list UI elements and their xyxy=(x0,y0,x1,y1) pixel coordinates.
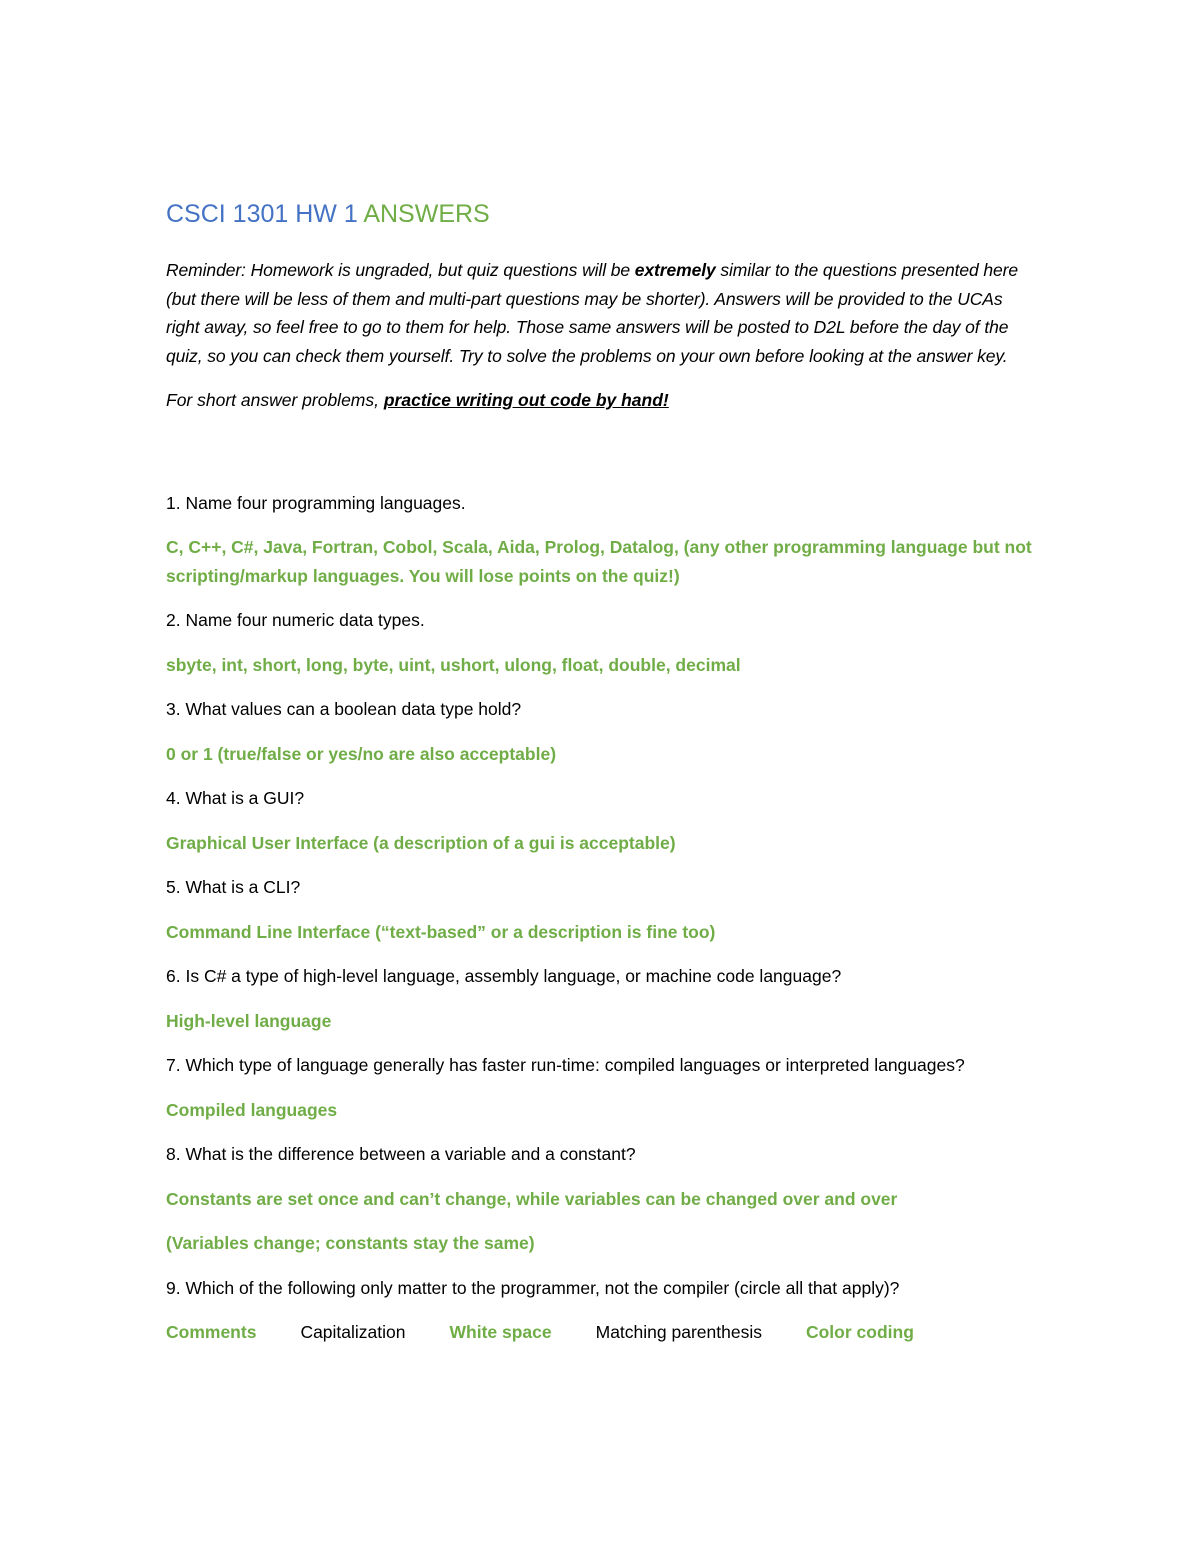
question-3 xyxy=(166,695,1036,724)
question-8 xyxy=(166,1140,1036,1169)
question-text: Which type of language generally has faster run-time: compiled languages or interpreted languages? xyxy=(180,1055,965,1075)
title-answers: ANSWERS xyxy=(363,200,490,228)
short-answer-note xyxy=(166,386,1036,415)
reminder-text-start: Reminder: Homework is ungraded, but quiz questions will be xyxy=(166,260,635,280)
question-text: What is the difference between a variable and a constant? xyxy=(180,1144,636,1164)
option-capitalization: Capitalization xyxy=(300,1322,406,1342)
title-course: CSCI 1301 HW 1 xyxy=(166,200,358,228)
answer-8-summary: (Variables change; constants stay the same) xyxy=(166,1233,535,1253)
option-color-coding: Color coding xyxy=(805,1322,914,1342)
answer-1: C, C++, C#, Java, Fortran, Cobol, Scala, Aida, Prolog, Datalog, (any other programming language but not scripting/markup languages. You will lose points on the quiz!) xyxy=(166,537,1032,586)
question-number: 4. xyxy=(166,788,181,808)
question-4 xyxy=(166,784,1036,813)
question-2 xyxy=(166,606,1036,635)
answer-2: sbyte, int, short, long, byte, uint, ushort, ulong, float, double, decimal xyxy=(166,654,741,675)
question-number: 2. xyxy=(166,610,181,630)
answer-7: Compiled languages xyxy=(166,1099,338,1120)
question-number: 1. xyxy=(166,492,181,513)
question-number: 5. xyxy=(166,877,181,897)
document-page xyxy=(166,196,1036,1347)
question-number: 3. xyxy=(166,699,181,719)
option-comments: Comments xyxy=(166,1322,257,1342)
reminder-paragraph xyxy=(166,256,1036,370)
short-answer-text: For short answer problems, xyxy=(166,390,384,410)
reminder-text-end: similar to the questions presented here (but there will be less of them and multi-part questions may be shorter). Answers will be provided to the UCAs right away, so feel free to go to them for help. Those same answers will be posted to D2L before the day of the quiz, so you can check them yourself. Try to solve the problems on your own before looking at the answer key. xyxy=(166,260,1019,366)
question-number: 9. xyxy=(166,1277,181,1298)
question-6 xyxy=(166,962,1036,991)
question-text: What is a CLI? xyxy=(180,877,301,897)
question-1 xyxy=(166,489,1036,518)
answer-3: 0 or 1 (true/false or yes/no are also acceptable) xyxy=(166,743,557,764)
question-text: Which of the following only matter to the programmer, not the compiler (circle all that apply)? xyxy=(180,1277,900,1298)
question-text: What values can a boolean data type hold? xyxy=(180,699,522,719)
short-answer-emphasis: practice writing out code by hand! xyxy=(383,390,669,410)
question-number: 6. xyxy=(166,966,181,986)
option-matching-parenthesis: Matching parenthesis xyxy=(595,1322,762,1342)
question-7 xyxy=(166,1051,1036,1080)
question-number: 8. xyxy=(166,1144,181,1164)
option-white-space: White space xyxy=(449,1322,552,1342)
answer-4: Graphical User Interface (a description of a gui is acceptable) xyxy=(166,832,676,853)
question-5 xyxy=(166,873,1036,902)
question-text: Is C# a type of high-level language, assembly language, or machine code language? xyxy=(180,966,842,986)
reminder-emphasis: extremely xyxy=(634,260,716,280)
question-text: Name four numeric data types. xyxy=(180,610,425,630)
answer-6: High-level language xyxy=(166,1010,332,1031)
page-title xyxy=(166,196,1036,232)
answer-5: Command Line Interface (“text-based” or a description is fine too) xyxy=(166,921,716,942)
question-number: 7. xyxy=(166,1055,181,1075)
question-9-options xyxy=(166,1318,1036,1347)
question-9 xyxy=(166,1274,1036,1303)
question-text: What is a GUI? xyxy=(180,788,305,808)
answer-8: Constants are set once and can’t change, while variables can be changed over and over xyxy=(166,1188,898,1209)
question-text: Name four programming languages. xyxy=(180,492,466,513)
